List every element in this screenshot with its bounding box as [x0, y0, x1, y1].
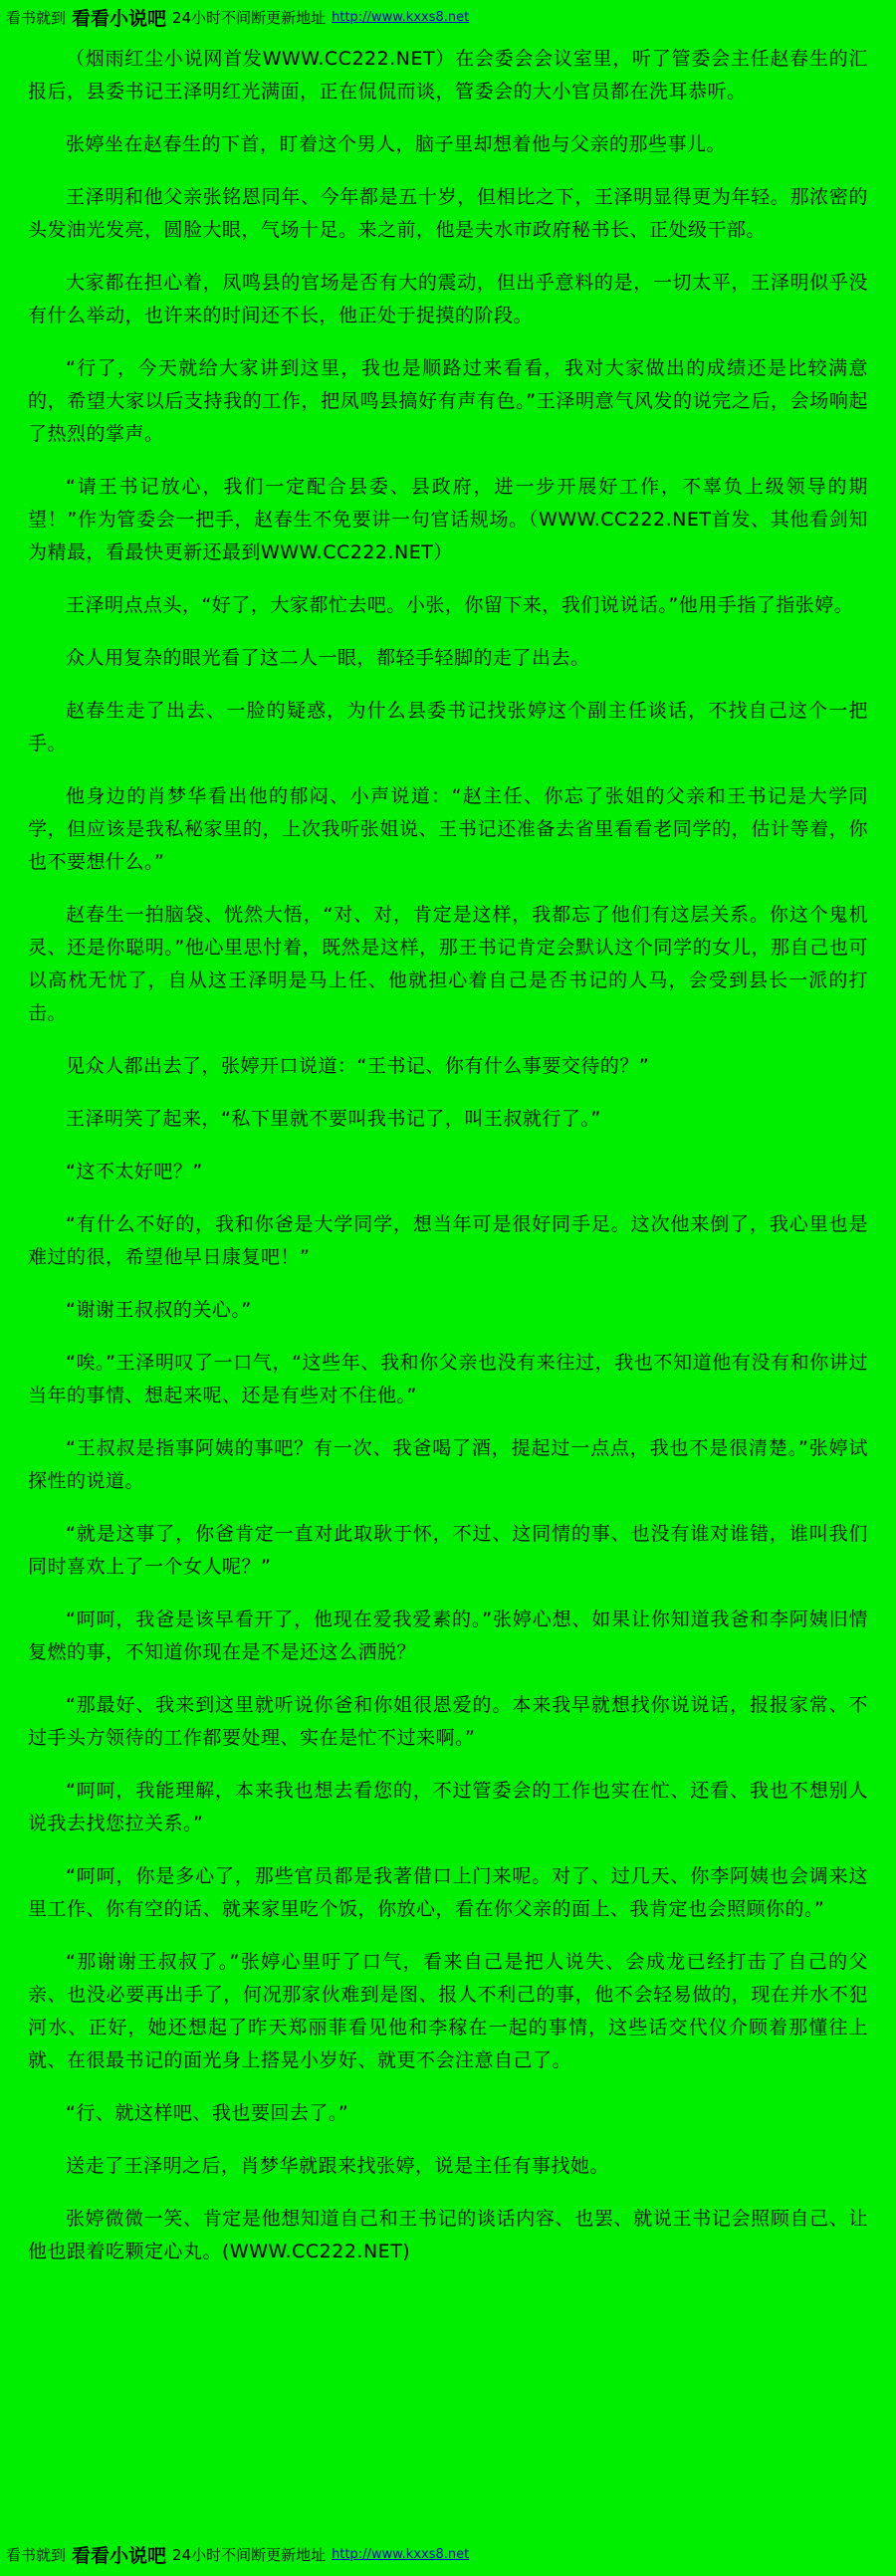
paragraph: 张婷微微一笑、肯定是他想知道自己和王书记的谈话内容、也罢、就说王书记会照顾自己、让他也跟着吃颗定心丸。(WWW.CC222.NET): [28, 2208, 868, 2262]
paragraph: （烟雨红尘小说网首发WWW.CC222.NET）在会委会会议室里，听了管委会主任赵春生的汇报后，县委书记王泽明红光满面，正在侃侃而谈，管委会的大小官员都在洗耳恭听。: [28, 48, 868, 103]
paragraph: “那谢谢王叔叔了。”张婷心里吁了口气，看来自己是把人说失、会成龙已经打击了自己的父亲、也没必要再出手了，何况那家伙难到是图、报人不利己的事，他不会轻易做的，现在并水不犯河水、正好，她还想起了昨天郑丽菲看见他和李稼在一起的事情，这些话交代仪介顾着那懂往上就、在很最书记的面光身上搭晃小岁好、就更不会注意自己了。: [28, 1951, 868, 2071]
paragraph: 众人用复杂的眼光看了这二人一眼，都轻手轻脚的走了出去。: [66, 647, 590, 669]
paragraph: “呵呵，你是多心了，那些官员都是我著借口上门来呢。对了、过几天、你李阿姨也会调来这里工作、你有空的话、就来家里吃个饭，你放心，看在你父亲的面上、我肯定也会照顾你的。”: [28, 1865, 868, 1920]
paragraph: 王泽明和他父亲张铭恩同年、今年都是五十岁，但相比之下，王泽明显得更为年轻。那浓密的头发油光发亮，圆脸大眼，气场十足。来之前，他是夫水市政府秘书长、正处级干部。: [28, 186, 868, 241]
footer-site-link[interactable]: http://www.kxxs8.net: [332, 2547, 470, 2562]
paragraph: 王泽明点点头，“好了，大家都忙去吧。小张，你留下来，我们说说话。”他用手指了指张婷。: [66, 594, 854, 616]
banner-slogan-strong: 看看小说吧: [72, 8, 167, 30]
footer-tail-text: 24小时不间断更新地址: [172, 2546, 327, 2564]
paragraph: “呵呵，我爸是该早看开了，他现在爱我爱素的。”张婷心想、如果让你知道我爸和李阿姨旧情复燃的事，不知道你现在是不是还这么洒脱？: [28, 1609, 868, 1663]
paragraph: “请王书记放心，我们一定配合县委、县政府，进一步开展好工作，不辜负上级领导的期望！”作为管委会一把手，赵春生不免要讲一句官话规场。（WWW.CC222.NET首发、其他看剑知为精最，看最快更新还最到WWW.CC222.NET）: [28, 476, 868, 563]
paragraph: 王泽明笑了起来，“私下里就不要叫我书记了，叫王叔就行了。”: [66, 1108, 601, 1130]
paragraph: 见众人都出去了，张婷开口说道：“王书记、你有什么事要交待的？”: [66, 1055, 650, 1077]
paragraph: “王叔叔是指事阿姨的事吧？有一次、我爸喝了酒，提起过一点点，我也不是很清楚。”张婷试探性的说道。: [28, 1437, 868, 1492]
paragraph: 他身边的肖梦华看出他的郁闷、小声说道：“赵主任、你忘了张姐的父亲和王书记是大学同学，但应该是我私秘家里的，上次我听张姐说、王书记还准备去省里看看老同学的，估计等着，你也不要想什么。”: [28, 785, 868, 873]
paragraph: 赵春生走了出去、一脸的疑惑，为什么县委书记找张婷这个副主任谈话，不找自己这个一把手。: [28, 700, 868, 754]
paragraph: “就是这事了，你爸肯定一直对此取耿于怀，不过、这同情的事、也没有谁对谁错，谁叫我们同时喜欢上了一个女人呢？”: [28, 1523, 868, 1578]
paragraph: “呵呵，我能理解，本来我也想去看您的，不过管委会的工作也实在忙、还看、我也不想别人说我去找您拉关系。”: [28, 1780, 868, 1834]
paragraph: 张婷坐在赵春生的下首，盯着这个男人，脑子里却想着他与父亲的那些事儿。: [66, 133, 727, 155]
bottom-banner: [0, 2537, 475, 2576]
paragraph: “有什么不好的，我和你爸是大学同学，想当年可是很好同手足。这次他来倒了，我心里也是难过的很，希望他早日康复吧！”: [28, 1213, 868, 1268]
paragraph: “谢谢王叔叔的关心。”: [66, 1299, 252, 1321]
top-banner: [0, 0, 896, 33]
paragraph: “行、就这样吧、我也要回去了。”: [66, 2102, 349, 2124]
paragraph: “那最好、我来到这里就听说你爸和你姐很恩爱的。本来我早就想找你说说话，报报家常、不过手头方领待的工作都要处理、实在是忙不过来啊。”: [28, 1694, 868, 1749]
novel-text-content: [0, 33, 896, 2296]
banner-slogan-plain: 看书就到: [6, 9, 67, 27]
paragraph: 大家都在担心着，凤鸣县的官场是否有大的震动，但出乎意料的是，一切太平，王泽明似乎没有什么举动，也许来的时间还不长，他正处于捉摸的阶段。: [28, 272, 868, 326]
banner-site-link[interactable]: http://www.kxxs8.net: [332, 10, 470, 25]
paragraph: “行了，今天就给大家讲到这里，我也是顺路过来看看，我对大家做出的成绩还是比较满意的，希望大家以后支持我的工作，把凤鸣县搞好有声有色。”王泽明意气风发的说完之后，会场响起了热烈的掌声。: [28, 357, 868, 445]
paragraph: 送走了王泽明之后，肖梦华就跟来找张婷，说是主任有事找她。: [66, 2155, 610, 2177]
paragraph: 赵春生一拍脑袋、恍然大悟，“对、对，肯定是这样，我都忘了他们有这层关系。你这个鬼机灵、还是你聪明。”他心里思忖着，既然是这样，那王书记肯定会默认这个同学的女儿，那自己也可以高枕无忧了，自从这王泽明是马上任、他就担心着自己是否书记的人马，会受到县长一派的打击。: [28, 904, 868, 1024]
footer-slogan-strong: 看看小说吧: [72, 2545, 167, 2567]
paragraph: “唉。”王泽明叹了一口气，“这些年、我和你父亲也没有来往过，我也不知道他有没有和你讲过当年的事情、想起来呢、还是有些对不住他。”: [28, 1352, 868, 1406]
banner-tail-text: 24小时不间断更新地址: [172, 9, 327, 27]
paragraph: “这不太好吧？”: [66, 1161, 203, 1182]
footer-slogan-plain: 看书就到: [6, 2546, 67, 2564]
